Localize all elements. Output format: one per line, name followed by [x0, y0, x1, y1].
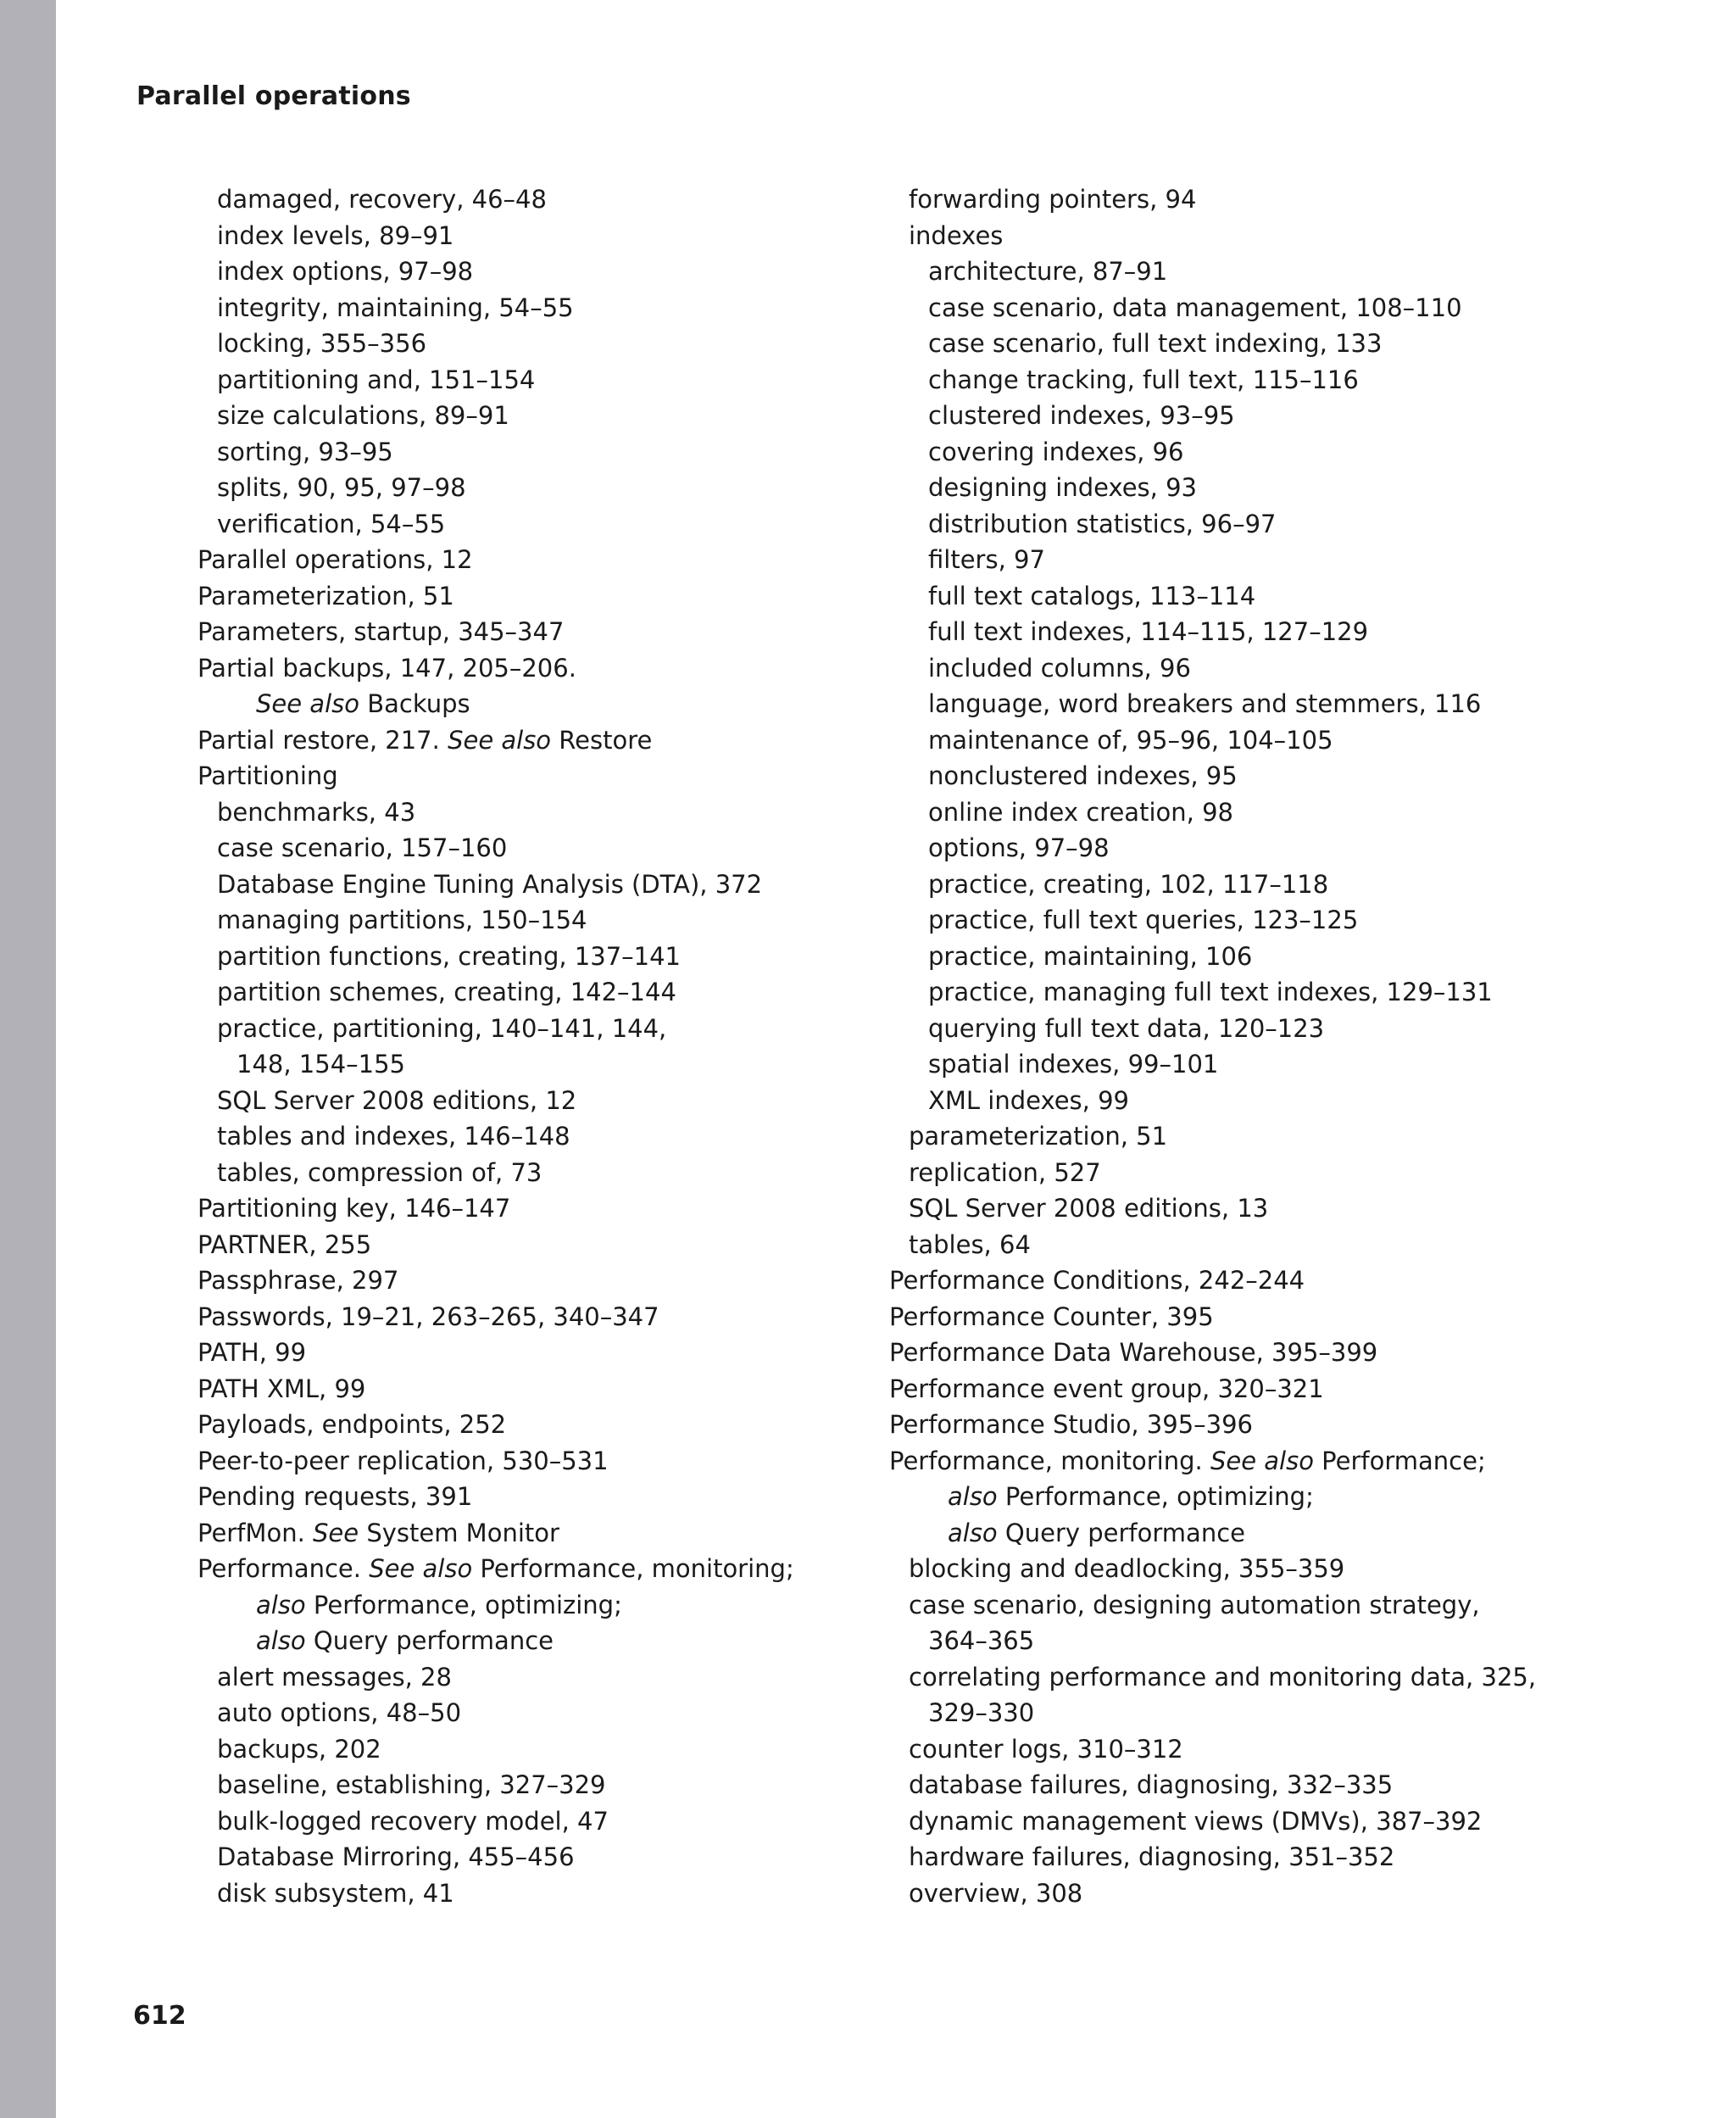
entry-text: language, word breakers and stemmers, 116 — [928, 689, 1482, 718]
index-subentry — [889, 1731, 1618, 1768]
index-subentry — [198, 1695, 859, 1731]
entry-text: Partial restore, 217. — [198, 725, 448, 755]
index-subentry — [198, 1659, 859, 1696]
entry-text: Partial backups, 147, 205–206. — [198, 653, 576, 683]
index-main-entry — [198, 1190, 859, 1227]
index-main-entry — [198, 1262, 859, 1299]
index-subentry — [198, 290, 859, 326]
entry-text: maintenance of, 95–96, 104–105 — [928, 725, 1333, 755]
index-subentry — [889, 1803, 1618, 1840]
entry-text: distribution statistics, 96–97 — [928, 509, 1277, 538]
entry-text: parameterization, 51 — [909, 1122, 1168, 1151]
index-subentry — [889, 398, 1618, 434]
entry-text: querying full text data, 120–123 — [928, 1013, 1325, 1043]
index-main-entry — [198, 1371, 859, 1407]
index-subentry — [889, 758, 1618, 794]
index-subentry — [889, 434, 1618, 471]
cross-reference-label: See also — [448, 725, 552, 755]
index-subentry — [889, 1839, 1618, 1876]
index-subentry — [889, 1551, 1618, 1587]
index-column-right — [889, 181, 1618, 1911]
index-subentry — [889, 254, 1618, 290]
index-subentry — [198, 1731, 859, 1768]
index-subentry — [198, 830, 859, 867]
entry-text: indexes — [909, 220, 1004, 250]
cross-reference-label: See also — [256, 689, 359, 718]
entry-text: filters, 97 — [928, 545, 1045, 574]
entry-text: auto options, 48–50 — [217, 1698, 462, 1727]
entry-text: Performance Studio, 395–396 — [889, 1410, 1253, 1439]
entry-text: managing partitions, 150–154 — [217, 906, 587, 934]
index-subentry — [889, 1659, 1618, 1696]
index-main-entry — [198, 722, 859, 759]
entry-text: disk subsystem, 41 — [217, 1878, 454, 1908]
entry-text: Performance, monitoring. — [889, 1446, 1210, 1475]
index-subentry — [198, 1767, 859, 1803]
entry-text: tables, 64 — [909, 1229, 1031, 1259]
entry-text: change tracking, full text, 115–116 — [928, 365, 1359, 394]
entry-text: Performance event group, 320–321 — [889, 1374, 1324, 1403]
entry-text: index levels, 89–91 — [217, 220, 454, 250]
entry-text: 148, 154–155 — [236, 1050, 405, 1079]
index-subentry — [889, 290, 1618, 326]
index-subentry — [198, 1011, 859, 1047]
index-entry-continuation — [889, 1695, 1618, 1731]
entry-text: hardware failures, diagnosing, 351–352 — [909, 1842, 1395, 1871]
index-subentry — [889, 1046, 1618, 1083]
cross-reference-label: See also — [369, 1554, 473, 1583]
index-subentry — [889, 1155, 1618, 1191]
index-main-entry — [198, 1407, 859, 1443]
entry-text: forwarding pointers, 94 — [909, 185, 1197, 214]
entry-text: online index creation, 98 — [928, 797, 1233, 827]
index-subentry — [198, 362, 859, 399]
index-subentry — [889, 650, 1618, 687]
index-subentry — [198, 470, 859, 506]
index-main-entry — [889, 1371, 1618, 1407]
entry-text: verification, 54–55 — [217, 509, 446, 538]
entry-text: Database Mirroring, 455–456 — [217, 1842, 575, 1871]
entry-text: PerfMon. — [198, 1518, 314, 1547]
index-main-entry — [198, 1299, 859, 1335]
index-subentry — [198, 794, 859, 831]
index-subentry — [889, 470, 1618, 506]
index-subentry — [198, 902, 859, 939]
index-subentry — [198, 218, 859, 254]
index-subentry — [889, 794, 1618, 831]
cross-reference-target: System Monitor — [359, 1518, 559, 1547]
entry-text: tables, compression of, 73 — [217, 1157, 542, 1187]
index-subentry — [198, 1803, 859, 1840]
entry-text: baseline, establishing, 327–329 — [217, 1770, 606, 1799]
index-subentry — [889, 218, 1618, 254]
entry-text: Database Engine Tuning Analysis (DTA), 372 — [217, 869, 763, 899]
entry-text: index options, 97–98 — [217, 257, 474, 286]
index-entry-continuation — [198, 1587, 859, 1624]
entry-text: locking, 355–356 — [217, 329, 427, 358]
entry-text: Performance, optimizing; — [997, 1482, 1314, 1511]
index-subentry — [198, 326, 859, 362]
index-main-entry — [198, 650, 859, 687]
cross-reference-label: also — [256, 1626, 306, 1655]
entry-text: splits, 90, 95, 97–98 — [217, 473, 466, 502]
index-main-entry — [198, 1479, 859, 1515]
index-subentry — [889, 1227, 1618, 1263]
entry-text: dynamic management views (DMVs), 387–392 — [909, 1806, 1483, 1836]
entry-text: SQL Server 2008 editions, 12 — [217, 1085, 577, 1115]
entry-text: full text indexes, 114–115, 127–129 — [928, 617, 1369, 646]
entry-text: spatial indexes, 99–101 — [928, 1050, 1219, 1079]
index-subentry — [198, 974, 859, 1011]
index-subentry — [198, 181, 859, 218]
entry-text: nonclustered indexes, 95 — [928, 761, 1238, 790]
index-subentry — [198, 398, 859, 434]
entry-text: options, 97–98 — [928, 833, 1110, 862]
cross-reference-label: See — [313, 1518, 359, 1547]
entry-text: Payloads, endpoints, 252 — [198, 1410, 507, 1439]
index-main-entry — [198, 614, 859, 650]
index-main-entry — [889, 1299, 1618, 1335]
cross-reference-target: Restore — [551, 725, 653, 755]
entry-text: covering indexes, 96 — [928, 437, 1184, 466]
entry-text: architecture, 87–91 — [928, 257, 1168, 286]
entry-text: Query performance — [997, 1518, 1245, 1547]
entry-text: Parameters, startup, 345–347 — [198, 617, 565, 646]
entry-text: overview, 308 — [909, 1878, 1083, 1908]
cross-reference-label: See also — [1210, 1446, 1314, 1475]
index-subentry — [198, 1118, 859, 1155]
index-main-entry — [198, 1515, 859, 1552]
entry-text: practice, creating, 102, 117–118 — [928, 869, 1329, 899]
index-subentry — [889, 614, 1618, 650]
entry-text: sorting, 93–95 — [217, 437, 393, 466]
cross-reference-target: Performance; — [1313, 1446, 1486, 1475]
entry-text: damaged, recovery, 46–48 — [217, 185, 547, 214]
entry-text: Performance Data Warehouse, 395–399 — [889, 1338, 1378, 1367]
entry-text: Peer-to-peer replication, 530–531 — [198, 1446, 609, 1475]
entry-text: partition schemes, creating, 142–144 — [217, 978, 676, 1006]
entry-text: Partitioning key, 146–147 — [198, 1194, 511, 1223]
index-subentry — [198, 506, 859, 543]
index-subentry — [889, 1083, 1618, 1119]
index-subentry — [889, 578, 1618, 615]
entry-text: blocking and deadlocking, 355–359 — [909, 1554, 1345, 1583]
entry-text: Passphrase, 297 — [198, 1266, 399, 1295]
entry-text: PARTNER, 255 — [198, 1229, 372, 1259]
index-subentry — [889, 686, 1618, 722]
entry-text: Performance Conditions, 242–244 — [889, 1266, 1305, 1295]
entry-text: Performance, optimizing; — [305, 1590, 622, 1619]
entry-text: benchmarks, 43 — [217, 797, 416, 827]
index-main-entry — [889, 1335, 1618, 1371]
entry-text: size calculations, 89–91 — [217, 401, 509, 430]
entry-text: PATH, 99 — [198, 1338, 307, 1367]
entry-text: 364–365 — [928, 1626, 1035, 1655]
index-subentry — [889, 1011, 1618, 1047]
cross-reference-target: Performance, monitoring; — [472, 1554, 794, 1583]
entry-text: Parameterization, 51 — [198, 581, 454, 610]
entry-text: XML indexes, 99 — [928, 1085, 1129, 1115]
index-entry-continuation — [198, 1623, 859, 1659]
index-entry-continuation — [889, 1515, 1618, 1552]
entry-text: included columns, 96 — [928, 653, 1191, 683]
index-subentry — [889, 830, 1618, 867]
index-subentry — [198, 1876, 859, 1912]
cross-reference-label: also — [256, 1590, 306, 1619]
entry-text: Parallel operations, 12 — [198, 545, 473, 574]
index-column-left — [198, 181, 859, 1911]
entry-text: replication, 527 — [909, 1157, 1101, 1187]
index-subentry — [889, 1190, 1618, 1227]
entry-text: partition functions, creating, 137–141 — [217, 941, 682, 971]
entry-text: counter logs, 310–312 — [909, 1734, 1183, 1764]
cross-reference-label: also — [948, 1518, 998, 1547]
entry-text: tables and indexes, 146–148 — [217, 1122, 570, 1151]
index-main-entry — [198, 1551, 859, 1587]
entry-text: Backups — [359, 689, 470, 718]
page-number: 612 — [133, 2001, 186, 2031]
index-subentry — [889, 542, 1618, 578]
entry-text: clustered indexes, 93–95 — [928, 401, 1235, 430]
running-head: Parallel operations — [136, 81, 411, 111]
index-subentry — [889, 181, 1618, 218]
index-subentry — [889, 902, 1618, 939]
entry-text: Performance Counter, 395 — [889, 1301, 1214, 1331]
index-subentry — [889, 326, 1618, 362]
entry-text: practice, partitioning, 140–141, 144, — [217, 1013, 667, 1043]
index-main-entry — [889, 1407, 1618, 1443]
entry-text: backups, 202 — [217, 1734, 381, 1764]
cross-reference-label: also — [948, 1482, 998, 1511]
index-main-entry — [889, 1443, 1618, 1480]
entry-text: designing indexes, 93 — [928, 473, 1198, 502]
index-subentry — [198, 1839, 859, 1876]
index-subentry — [889, 1767, 1618, 1803]
page-margin-bar — [0, 0, 56, 2118]
index-subentry — [889, 974, 1618, 1011]
entry-text: alert messages, 28 — [217, 1662, 452, 1692]
entry-text: integrity, maintaining, 54–55 — [217, 293, 574, 322]
entry-text: case scenario, designing automation strategy, — [909, 1590, 1480, 1619]
entry-text: practice, managing full text indexes, 129–131 — [928, 978, 1493, 1006]
index-entry-continuation — [889, 1479, 1618, 1515]
index-main-entry — [198, 1443, 859, 1480]
entry-text: partitioning and, 151–154 — [217, 365, 536, 394]
entry-text: Query performance — [305, 1626, 554, 1655]
index-subentry — [198, 939, 859, 975]
index-subentry — [198, 1155, 859, 1191]
entry-text: case scenario, 157–160 — [217, 833, 508, 862]
index-main-entry — [198, 1335, 859, 1371]
entry-text: 329–330 — [928, 1698, 1035, 1727]
entry-text: Passwords, 19–21, 263–265, 340–347 — [198, 1301, 659, 1331]
index-subentry — [889, 506, 1618, 543]
index-main-entry — [198, 758, 859, 794]
index-subentry — [889, 867, 1618, 903]
index-subentry — [889, 1876, 1618, 1912]
entry-text: Partitioning — [198, 761, 338, 790]
index-entry-continuation — [889, 1623, 1618, 1659]
index-subentry — [198, 1083, 859, 1119]
entry-text: bulk-logged recovery model, 47 — [217, 1806, 609, 1836]
entry-text: correlating performance and monitoring data, 325, — [909, 1662, 1537, 1692]
index-subentry — [198, 867, 859, 903]
entry-text: full text catalogs, 113–114 — [928, 581, 1256, 610]
index-entry-continuation — [198, 1046, 859, 1083]
index-subentry — [889, 1587, 1618, 1624]
index-entry-continuation — [198, 686, 859, 722]
index-main-entry — [198, 1227, 859, 1263]
index-subentry — [889, 939, 1618, 975]
entry-text: practice, maintaining, 106 — [928, 941, 1253, 971]
index-main-entry — [889, 1262, 1618, 1299]
index-subentry — [889, 362, 1618, 399]
entry-text: database failures, diagnosing, 332–335 — [909, 1770, 1394, 1799]
index-subentry — [889, 1118, 1618, 1155]
entry-text: case scenario, data management, 108–110 — [928, 293, 1462, 322]
entry-text: PATH XML, 99 — [198, 1374, 366, 1403]
entry-text: practice, full text queries, 123–125 — [928, 906, 1359, 934]
index-main-entry — [198, 542, 859, 578]
entry-text: case scenario, full text indexing, 133 — [928, 329, 1383, 358]
index-subentry — [198, 434, 859, 471]
index-main-entry — [198, 578, 859, 615]
index-subentry — [198, 254, 859, 290]
entry-text: Pending requests, 391 — [198, 1482, 473, 1511]
entry-text: Performance. — [198, 1554, 370, 1583]
index-subentry — [889, 722, 1618, 759]
entry-text: SQL Server 2008 editions, 13 — [909, 1194, 1269, 1223]
